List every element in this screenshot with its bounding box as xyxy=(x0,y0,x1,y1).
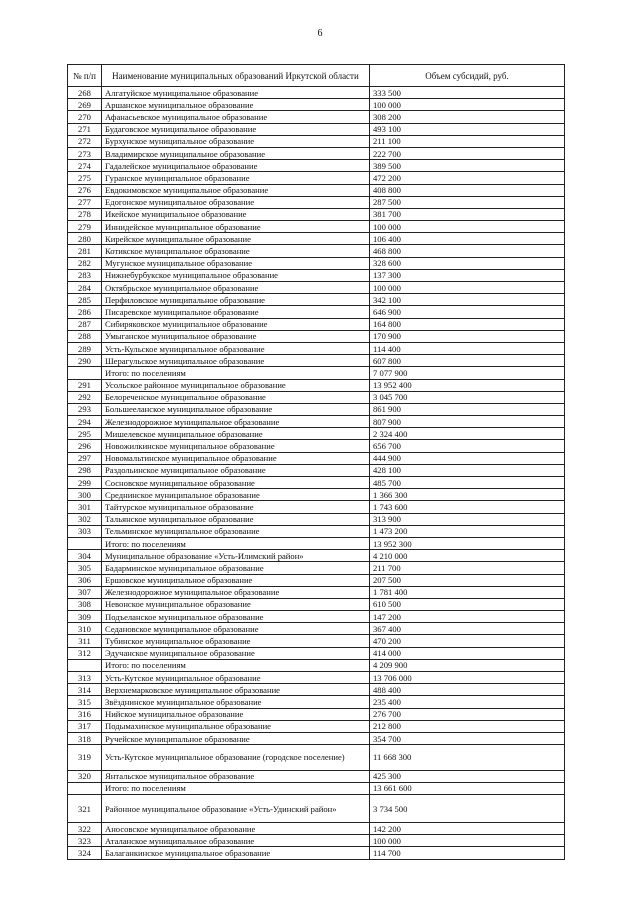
cell-num xyxy=(68,367,102,379)
table-row xyxy=(68,720,565,732)
cell-value: 106 400 xyxy=(370,233,565,245)
cell-name: Ершовское муниципальное образование xyxy=(102,574,370,586)
cell-value: 142 200 xyxy=(370,823,565,835)
cell-value: 367 400 xyxy=(370,623,565,635)
table-row xyxy=(68,835,565,847)
cell-name: Среднинское муниципальное образование xyxy=(102,489,370,501)
cell-num: 321 xyxy=(68,795,102,823)
table-row xyxy=(68,111,565,123)
cell-num: 315 xyxy=(68,696,102,708)
cell-num: 291 xyxy=(68,379,102,391)
cell-name: Владимирское муниципальное образование xyxy=(102,147,370,159)
cell-value: 11 668 300 xyxy=(370,745,565,771)
cell-num xyxy=(68,659,102,671)
cell-value: 147 200 xyxy=(370,611,565,623)
cell-num: 314 xyxy=(68,684,102,696)
cell-name: Железнодорожное муниципальное образование xyxy=(102,416,370,428)
table-row xyxy=(68,611,565,623)
cell-num xyxy=(68,782,102,794)
table-row xyxy=(68,87,565,99)
table-row xyxy=(68,208,565,220)
table-row xyxy=(68,147,565,159)
cell-value: 313 900 xyxy=(370,513,565,525)
cell-name: Новомальтинское муниципальное образование xyxy=(102,452,370,464)
cell-num: 284 xyxy=(68,282,102,294)
cell-value: 354 700 xyxy=(370,732,565,744)
cell-name: Невонское муниципальное образование xyxy=(102,598,370,610)
cell-num: 283 xyxy=(68,269,102,281)
cell-num: 282 xyxy=(68,257,102,269)
cell-value: 4 209 900 xyxy=(370,659,565,671)
cell-value: 493 100 xyxy=(370,123,565,135)
table-row xyxy=(68,562,565,574)
cell-num: 304 xyxy=(68,550,102,562)
table-row xyxy=(68,574,565,586)
cell-num: 277 xyxy=(68,196,102,208)
table-row xyxy=(68,452,565,464)
cell-num: 273 xyxy=(68,147,102,159)
cell-name: Звёзднинское муниципальное образование xyxy=(102,696,370,708)
cell-value: 444 900 xyxy=(370,452,565,464)
cell-num: 296 xyxy=(68,440,102,452)
cell-num: 269 xyxy=(68,99,102,111)
cell-name: Седановское муниципальное образование xyxy=(102,623,370,635)
cell-name: Кирейское муниципальное образование xyxy=(102,233,370,245)
cell-num: 293 xyxy=(68,403,102,415)
table-row xyxy=(68,464,565,476)
header-name: Наименование муниципальных образований Иркутской области xyxy=(102,65,370,87)
cell-name: Ручейское муниципальное образование xyxy=(102,732,370,744)
cell-value: 211 700 xyxy=(370,562,565,574)
table-row xyxy=(68,586,565,598)
cell-num: 302 xyxy=(68,513,102,525)
cell-name: Гуранское муниципальное образование xyxy=(102,172,370,184)
cell-name: Сосновское муниципальное образование xyxy=(102,477,370,489)
cell-num: 303 xyxy=(68,525,102,537)
cell-num: 319 xyxy=(68,745,102,771)
cell-num: 270 xyxy=(68,111,102,123)
cell-name: Мишелевское муниципальное образование xyxy=(102,428,370,440)
cell-num: 288 xyxy=(68,330,102,342)
cell-name: Бурхунское муниципальное образование xyxy=(102,135,370,147)
cell-name: Евдокимовское муниципальное образование xyxy=(102,184,370,196)
cell-name: Большееланское муниципальное образование xyxy=(102,403,370,415)
table-row xyxy=(68,684,565,696)
cell-name: Железнодорожное муниципальное образование xyxy=(102,586,370,598)
cell-name: Подымахинское муниципальное образование xyxy=(102,720,370,732)
cell-num: 275 xyxy=(68,172,102,184)
cell-value: 485 700 xyxy=(370,477,565,489)
cell-num: 300 xyxy=(68,489,102,501)
cell-num: 292 xyxy=(68,391,102,403)
cell-value: 164 800 xyxy=(370,318,565,330)
cell-num: 276 xyxy=(68,184,102,196)
cell-num: 301 xyxy=(68,501,102,513)
cell-num: 305 xyxy=(68,562,102,574)
table-row xyxy=(68,318,565,330)
cell-num: 297 xyxy=(68,452,102,464)
cell-value: 861 900 xyxy=(370,403,565,415)
cell-name: Аталанское муниципальное образование xyxy=(102,835,370,847)
cell-value: 3 045 700 xyxy=(370,391,565,403)
cell-name: Бадарминское муниципальное образование xyxy=(102,562,370,574)
cell-num: 308 xyxy=(68,598,102,610)
cell-num: 322 xyxy=(68,823,102,835)
cell-value: 2 324 400 xyxy=(370,428,565,440)
cell-num: 287 xyxy=(68,318,102,330)
table-row xyxy=(68,330,565,342)
cell-name: Итого: по поселениям xyxy=(102,367,370,379)
cell-value: 610 500 xyxy=(370,598,565,610)
cell-name: Усть-Кульское муниципальное образование xyxy=(102,342,370,354)
table-row xyxy=(68,708,565,720)
table-row xyxy=(68,537,565,549)
cell-name: Эдучанское муниципальное образование xyxy=(102,647,370,659)
cell-value: 646 900 xyxy=(370,306,565,318)
cell-value: 468 800 xyxy=(370,245,565,257)
cell-name: Едогонское муниципальное образование xyxy=(102,196,370,208)
cell-name: Нижнебурбукское муниципальное образование xyxy=(102,269,370,281)
cell-value: 287 500 xyxy=(370,196,565,208)
table-row xyxy=(68,659,565,671)
cell-name: Перфиловское муниципальное образование xyxy=(102,294,370,306)
cell-num: 298 xyxy=(68,464,102,476)
cell-name: Тубинское муниципальное образование xyxy=(102,635,370,647)
page-number: 6 xyxy=(317,28,323,39)
cell-value: 13 952 300 xyxy=(370,537,565,549)
cell-num: 295 xyxy=(68,428,102,440)
cell-num: 309 xyxy=(68,611,102,623)
header-num: № п/п xyxy=(68,65,102,87)
table-row xyxy=(68,269,565,281)
table-row xyxy=(68,306,565,318)
cell-num: 311 xyxy=(68,635,102,647)
cell-value: 100 000 xyxy=(370,99,565,111)
table-row xyxy=(68,367,565,379)
cell-num: 317 xyxy=(68,720,102,732)
cell-num: 274 xyxy=(68,160,102,172)
cell-value: 472 200 xyxy=(370,172,565,184)
cell-value: 607 800 xyxy=(370,355,565,367)
cell-num: 278 xyxy=(68,208,102,220)
table-row xyxy=(68,635,565,647)
cell-num: 316 xyxy=(68,708,102,720)
cell-value: 470 200 xyxy=(370,635,565,647)
cell-name: Подъеланское муниципальное образование xyxy=(102,611,370,623)
cell-name: Икейское муниципальное образование xyxy=(102,208,370,220)
cell-name: Котикское муниципальное образование xyxy=(102,245,370,257)
table-row xyxy=(68,245,565,257)
cell-num: 279 xyxy=(68,221,102,233)
table-body xyxy=(68,87,565,860)
cell-name: Итого: по поселениям xyxy=(102,659,370,671)
cell-name: Тельминское муниципальное образование xyxy=(102,525,370,537)
cell-value: 170 900 xyxy=(370,330,565,342)
cell-value: 488 400 xyxy=(370,684,565,696)
table-row xyxy=(68,172,565,184)
cell-value: 381 700 xyxy=(370,208,565,220)
cell-name: Тайтурское муниципальное образование xyxy=(102,501,370,513)
cell-num: 271 xyxy=(68,123,102,135)
cell-num: 306 xyxy=(68,574,102,586)
cell-value: 308 200 xyxy=(370,111,565,123)
table-row xyxy=(68,745,565,771)
cell-num: 313 xyxy=(68,672,102,684)
cell-num: 294 xyxy=(68,416,102,428)
cell-num: 272 xyxy=(68,135,102,147)
cell-name: Янтальское муниципальное образование xyxy=(102,770,370,782)
table-row xyxy=(68,196,565,208)
cell-name: Умыганское муниципальное образование xyxy=(102,330,370,342)
table-row xyxy=(68,770,565,782)
cell-name: Районное муниципальное образование «Усть-Удинский район» xyxy=(102,795,370,823)
table-row xyxy=(68,221,565,233)
cell-value: 4 210 000 xyxy=(370,550,565,562)
cell-value: 333 500 xyxy=(370,87,565,99)
cell-value: 425 300 xyxy=(370,770,565,782)
cell-value: 235 400 xyxy=(370,696,565,708)
table-row xyxy=(68,489,565,501)
cell-value: 656 700 xyxy=(370,440,565,452)
subsidies-table xyxy=(67,64,565,860)
cell-value: 100 000 xyxy=(370,282,565,294)
table-row xyxy=(68,233,565,245)
table-row xyxy=(68,403,565,415)
cell-value: 1 781 400 xyxy=(370,586,565,598)
table-row xyxy=(68,355,565,367)
cell-value: 1 366 300 xyxy=(370,489,565,501)
cell-name: Алгатуйское муниципальное образование xyxy=(102,87,370,99)
table-row xyxy=(68,501,565,513)
cell-num: 318 xyxy=(68,732,102,744)
table-row xyxy=(68,598,565,610)
table-row xyxy=(68,732,565,744)
table-row xyxy=(68,782,565,794)
cell-value: 100 000 xyxy=(370,835,565,847)
cell-value: 1 743 600 xyxy=(370,501,565,513)
cell-value: 137 300 xyxy=(370,269,565,281)
cell-name: Усть-Кутское муниципальное образование (городское поселение) xyxy=(102,745,370,771)
cell-name: Новожилкинское муниципальное образование xyxy=(102,440,370,452)
cell-num: 285 xyxy=(68,294,102,306)
cell-value: 328 600 xyxy=(370,257,565,269)
cell-value: 428 100 xyxy=(370,464,565,476)
cell-name: Иннидейское муниципальное образование xyxy=(102,221,370,233)
cell-num: 307 xyxy=(68,586,102,598)
cell-num: 289 xyxy=(68,342,102,354)
table-row xyxy=(68,513,565,525)
cell-value: 389 500 xyxy=(370,160,565,172)
cell-name: Аносовское муниципальное образование xyxy=(102,823,370,835)
cell-name: Мугунское муниципальное образование xyxy=(102,257,370,269)
cell-value: 211 100 xyxy=(370,135,565,147)
cell-value: 100 000 xyxy=(370,221,565,233)
table-row xyxy=(68,379,565,391)
cell-num: 281 xyxy=(68,245,102,257)
cell-value: 342 100 xyxy=(370,294,565,306)
table-row xyxy=(68,847,565,859)
cell-value: 3 734 500 xyxy=(370,795,565,823)
cell-value: 276 700 xyxy=(370,708,565,720)
cell-name: Усть-Кутское муниципальное образование xyxy=(102,672,370,684)
table-row xyxy=(68,99,565,111)
cell-value: 13 661 600 xyxy=(370,782,565,794)
cell-value: 114 400 xyxy=(370,342,565,354)
cell-num: 286 xyxy=(68,306,102,318)
table-row xyxy=(68,123,565,135)
cell-value: 13 952 400 xyxy=(370,379,565,391)
cell-value: 7 077 900 xyxy=(370,367,565,379)
table-row xyxy=(68,294,565,306)
table-row xyxy=(68,672,565,684)
cell-num: 268 xyxy=(68,87,102,99)
cell-name: Итого: по поселениям xyxy=(102,537,370,549)
table-row xyxy=(68,135,565,147)
cell-name: Гадалейское муниципальное образование xyxy=(102,160,370,172)
cell-name: Тальянское муниципальное образование xyxy=(102,513,370,525)
cell-value: 408 800 xyxy=(370,184,565,196)
cell-num: 310 xyxy=(68,623,102,635)
table-row xyxy=(68,696,565,708)
cell-name: Аршанское муниципальное образование xyxy=(102,99,370,111)
table-row xyxy=(68,823,565,835)
cell-num: 320 xyxy=(68,770,102,782)
cell-num: 299 xyxy=(68,477,102,489)
table-row xyxy=(68,342,565,354)
cell-name: Муниципальное образование «Усть-Илимский район» xyxy=(102,550,370,562)
table-row xyxy=(68,623,565,635)
table-row xyxy=(68,428,565,440)
cell-num: 323 xyxy=(68,835,102,847)
cell-name: Раздольинское муниципальное образование xyxy=(102,464,370,476)
cell-name: Октябрьское муниципальное образование xyxy=(102,282,370,294)
table-row xyxy=(68,160,565,172)
table-row xyxy=(68,257,565,269)
cell-name: Шерагульское муниципальное образование xyxy=(102,355,370,367)
cell-value: 414 000 xyxy=(370,647,565,659)
header-value: Объем субсидий, руб. xyxy=(370,65,565,87)
table-row xyxy=(68,647,565,659)
cell-name: Будаговское муниципальное образование xyxy=(102,123,370,135)
cell-name: Балаганкинское муниципальное образование xyxy=(102,847,370,859)
table-row xyxy=(68,282,565,294)
cell-value: 222 700 xyxy=(370,147,565,159)
table-row xyxy=(68,550,565,562)
table-header-row xyxy=(68,65,565,87)
cell-name: Верхнемарковское муниципальное образование xyxy=(102,684,370,696)
cell-value: 1 473 200 xyxy=(370,525,565,537)
cell-num: 290 xyxy=(68,355,102,367)
cell-name: Нийское муниципальное образование xyxy=(102,708,370,720)
table-row xyxy=(68,795,565,823)
cell-num xyxy=(68,537,102,549)
cell-name: Белореченское муниципальное образование xyxy=(102,391,370,403)
cell-name: Писаревское муниципальное образование xyxy=(102,306,370,318)
cell-num: 280 xyxy=(68,233,102,245)
table-row xyxy=(68,440,565,452)
table-row xyxy=(68,477,565,489)
cell-name: Афанасьевское муниципальное образование xyxy=(102,111,370,123)
cell-num: 324 xyxy=(68,847,102,859)
cell-value: 207 500 xyxy=(370,574,565,586)
cell-value: 13 706 000 xyxy=(370,672,565,684)
cell-value: 807 900 xyxy=(370,416,565,428)
table-row xyxy=(68,525,565,537)
table-row xyxy=(68,391,565,403)
table-row xyxy=(68,184,565,196)
cell-name: Итого: по поселениям xyxy=(102,782,370,794)
cell-value: 114 700 xyxy=(370,847,565,859)
cell-name: Сибиряковское муниципальное образование xyxy=(102,318,370,330)
cell-value: 212 800 xyxy=(370,720,565,732)
cell-num: 312 xyxy=(68,647,102,659)
cell-name: Усольское районное муниципальное образование xyxy=(102,379,370,391)
table-row xyxy=(68,416,565,428)
